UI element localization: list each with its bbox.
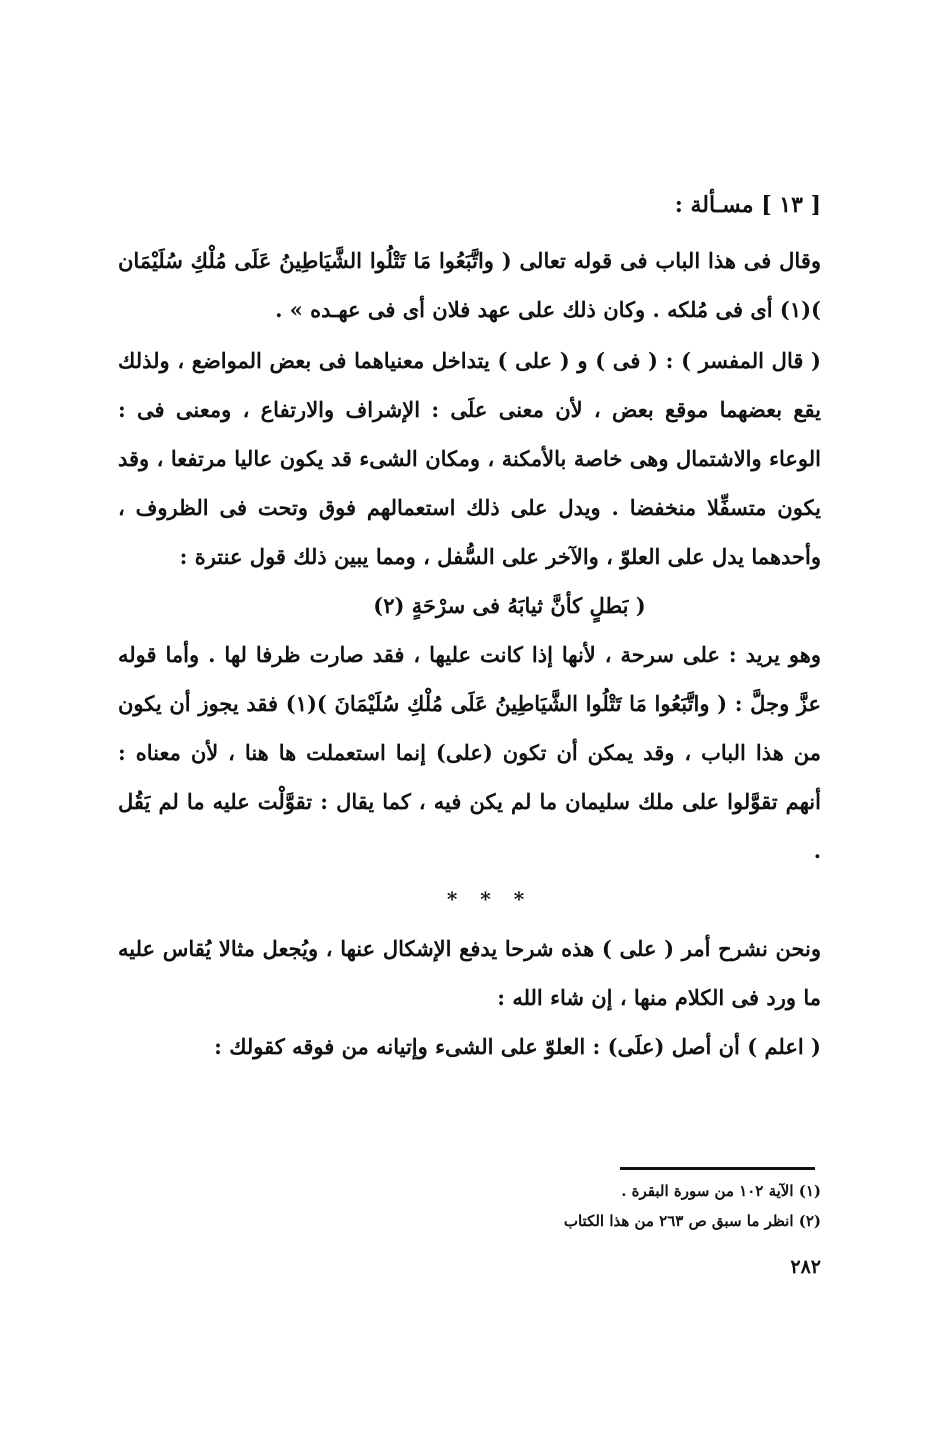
main-text bbox=[118, 236, 821, 1071]
section-heading: [ ١٣ ] مسـألة : bbox=[674, 192, 821, 218]
paragraph-discussion: ونحن نشرح أمر ( على ) هذه شرحا يدفع الإشكال عنها ، ويُجعل مثالا يُقاس عليه ما ورد فى الكلام منها ، إن شاء الله : bbox=[118, 936, 821, 1010]
footnotes bbox=[564, 1176, 821, 1236]
footnote-divider bbox=[620, 1167, 815, 1170]
footnote-1: (١) الآية ١٠٢ من سورة البقرة . bbox=[621, 1182, 821, 1200]
page-number: ٢٨٢ bbox=[790, 1256, 821, 1278]
paragraph-intro: وقال فى هذا الباب فى قوله تعالى ( واتَّبَعُوا مَا تَتْلُوا الشَّيَاطِينُ عَلَى مُلْكِ سُلَيْمَان )(١) أى فى مُلكه . وكان ذلك على عهد فلان أى فى عهـده » . bbox=[118, 248, 821, 322]
section-separator: * * * bbox=[446, 887, 533, 911]
paragraph-rule: ( اعلم ) أن أصل (علَى) : العلوّ على الشىء وإتيانه من فوقه كقولك : bbox=[214, 1034, 821, 1059]
footnote-2: (٢) انظر ما سبق ص ٢٦٣ من هذا الكتاب bbox=[563, 1212, 821, 1230]
poetry-verse: ( بَطلٍ كأنَّ ثيابَهُ فى سرْحَةٍ (٢) bbox=[373, 593, 646, 618]
paragraph-commentary: ( قال المفسر ) : ( فى ) و ( على ) يتداخل معنياهما فى بعض المواضع ، ولذلك يقع بعضهما موقع بعض ، لأن معنى علَى : الإشراف والارتفاع ، ومعنى فى : الوعاء والاشتمال وهى خاصة بالأمكنة ، ومكان الشىء قد يكون عاليا مرتفعا ، وقد يكون متسفِّلا منخفضا . ويدل على ذلك استعمالهم فوق وتحت فى الظروف ، وأحدهما يدل على العلوّ ، والآخر على السُّفل ، ومما يبين ذلك قول عنترة : bbox=[118, 348, 821, 569]
paragraph-explanation: وهو يريد : على سرحة ، لأنها إذا كانت عليها ، فقد صارت ظرفا لها . وأما قوله عزَّ وجلَّ : ( واتَّبَعُوا مَا تَتْلُوا الشَّيَاطِينُ عَلَى مُلْكِ سُلَيْمَانَ )(١) فقد يجوز أن يكون من هذا الباب ، وقد يمكن أن تكون (على) إنما استعملت ها هنا ، لأن معناه : أنهم تقوَّلوا على ملك سليمان ما لم يكن فيه ، كما يقال : تقوَّلْت عليه ما لم يَقُل . bbox=[118, 642, 821, 863]
